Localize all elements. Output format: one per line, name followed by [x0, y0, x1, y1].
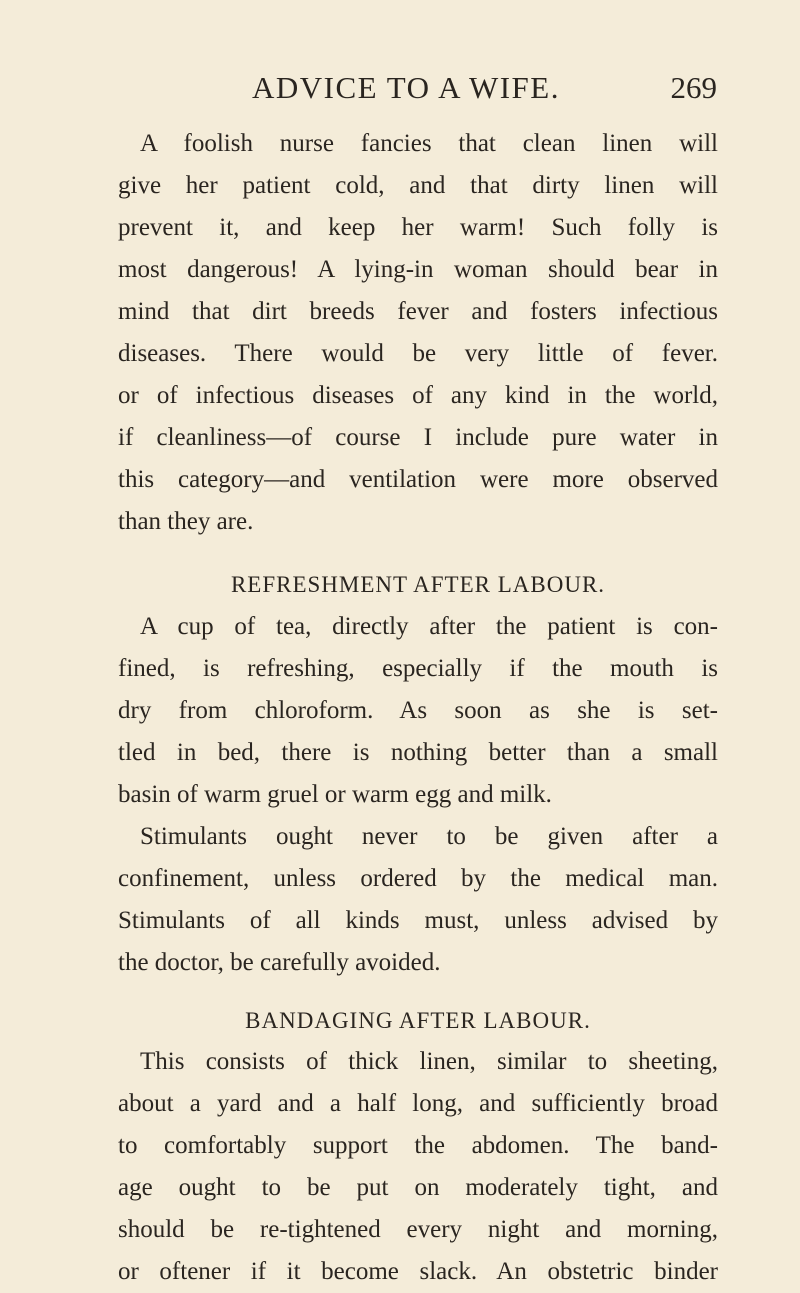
paragraph-bandaging [118, 1041, 718, 1293]
text-line: tled in bed, there is nothing better than a small [118, 739, 718, 766]
text-line: mind that dirt breeds fever and fosters infectious [118, 298, 718, 325]
text-line: age ought to be put on moderately tight, and [118, 1174, 718, 1201]
text-line: This consists of thick linen, similar to sheeting, [140, 1048, 718, 1075]
paragraph-refreshment [118, 606, 718, 984]
text-line: or of infectious diseases of any kind in the world, [118, 382, 718, 409]
text-line: A foolish nurse fancies that clean linen will [140, 130, 718, 157]
paragraph-cleanliness [118, 123, 718, 543]
page-number: 269 [670, 70, 717, 105]
running-head [95, 70, 717, 118]
text-line: give her patient cold, and that dirty linen will [118, 172, 718, 199]
text-line: Stimulants of all kinds must, unless advised by [118, 907, 718, 934]
text-line: A cup of tea, directly after the patient is con- [140, 613, 718, 640]
text-line: this category—and ventilation were more observed [118, 466, 718, 493]
text-line: or oftener if it become slack. An obstetric binder [118, 1258, 718, 1285]
section-heading-bandaging: BANDAGING AFTER LABOUR. [245, 1008, 591, 1033]
text-line: Stimulants ought never to be given after a [140, 823, 718, 850]
text-line: about a yard and a half long, and sufficiently broad [118, 1090, 718, 1117]
text-line: than they are. [118, 508, 254, 535]
text-line: diseases. There would be very little of fever. [118, 340, 718, 367]
text-line: to comfortably support the abdomen. The band- [118, 1132, 718, 1159]
text-line: should be re-tightened every night and morning, [118, 1216, 718, 1243]
text-line: prevent it, and keep her warm! Such folly is [118, 214, 718, 241]
text-line: confinement, unless ordered by the medical man. [118, 865, 718, 892]
running-title: ADVICE TO A WIFE. [252, 70, 560, 105]
text-line: fined, is refreshing, especially if the mouth is [118, 655, 718, 682]
text-line: dry from chloroform. As soon as she is set- [118, 697, 718, 724]
text-line: if cleanliness—of course I include pure water in [118, 424, 718, 451]
text-line: basin of warm gruel or warm egg and milk. [118, 781, 552, 808]
section-heading-refreshment: REFRESHMENT AFTER LABOUR. [230, 572, 606, 597]
text-line: most dangerous! A lying-in woman should bear in [118, 256, 718, 283]
text-line: the doctor, be carefully avoided. [118, 949, 441, 976]
